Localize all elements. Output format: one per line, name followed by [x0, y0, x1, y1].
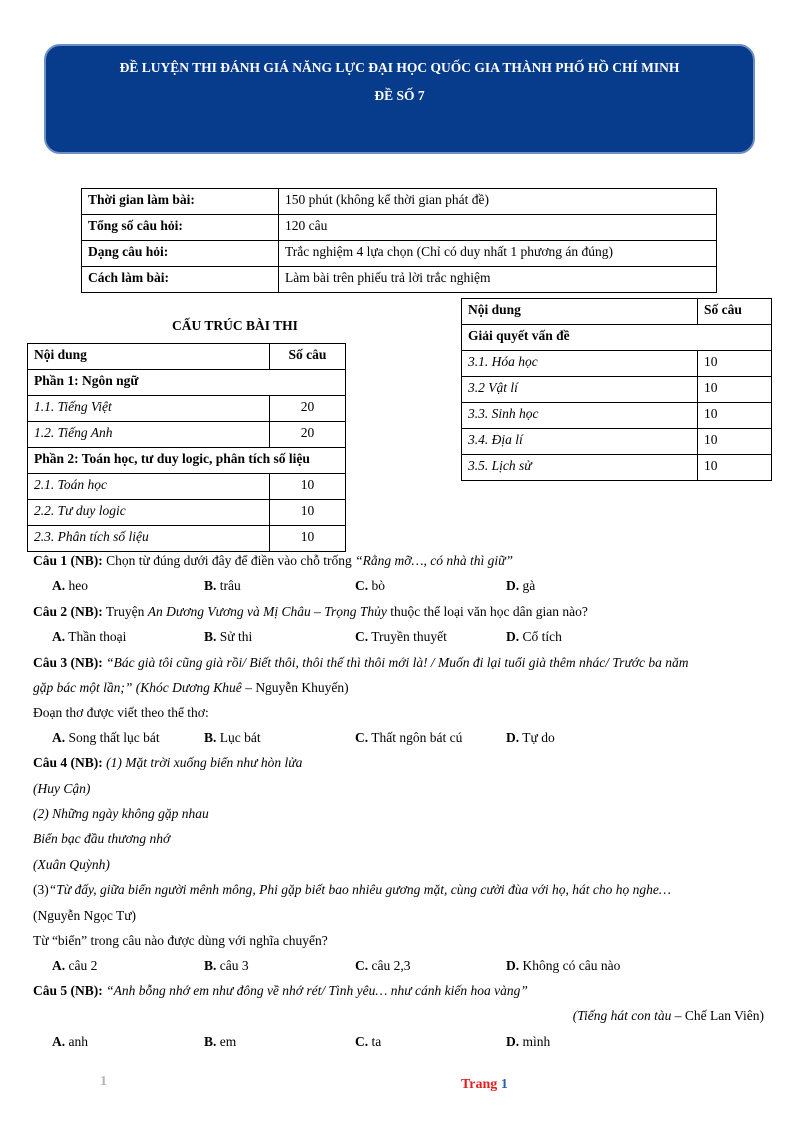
info-label: Dạng câu hỏi:	[82, 241, 279, 267]
question-3-prompt: Đoạn thơ được viết theo thể thơ:	[33, 705, 209, 720]
poem-line: “Bác già tôi cũng già rồi/ Biết thôi, thôi thế thì thôi mới là! / Muốn đi lại tuổi già thêm nhác/ Trước ba năm	[102, 655, 689, 670]
count-cell: 10	[270, 474, 346, 500]
count-cell: 10	[698, 429, 772, 455]
poem-author: (Huy Cận)	[33, 781, 91, 796]
topic-cell: 2.1. Toán học	[28, 474, 270, 500]
count-cell: 10	[698, 455, 772, 481]
option-c[interactable]: C. câu 2,3	[355, 958, 411, 973]
topic-cell: 3.4. Địa lí	[462, 429, 698, 455]
question-label: Câu 5 (NB):	[33, 983, 103, 998]
table-row	[28, 526, 346, 552]
option-d[interactable]: D. Cổ tích	[506, 629, 562, 644]
table-row	[82, 215, 717, 241]
poem-source: (Tiếng hát con tàu – Chế Lan Viên)	[572, 1008, 764, 1023]
option-b[interactable]: B. câu 3	[204, 958, 249, 973]
info-label: Cách làm bài:	[82, 267, 279, 293]
info-label: Tổng số câu hỏi:	[82, 215, 279, 241]
topic-cell: 3.2 Vật lí	[462, 377, 698, 403]
count-cell: 20	[270, 396, 346, 422]
table-header-row	[462, 299, 772, 325]
question-label: Câu 3 (NB):	[33, 655, 103, 670]
question-2: Câu 2 (NB): Truyện An Dương Vương và Mị Châu – Trọng Thủy thuộc thể loại văn học dân gian nào?	[33, 604, 588, 619]
question-3-line2	[33, 680, 349, 696]
section-row	[28, 448, 346, 474]
structure-title: CẤU TRÚC BÀI THI	[172, 318, 298, 333]
table-header-row	[28, 344, 346, 370]
topic-cell: 3.5. Lịch sử	[462, 455, 698, 481]
count-cell: 10	[270, 500, 346, 526]
question-5	[33, 983, 528, 999]
option-b[interactable]: B. Sử thi	[204, 629, 253, 644]
table-row	[462, 377, 772, 403]
info-value: Trắc nghiệm 4 lựa chọn (Chỉ có duy nhất 1 phương án đúng)	[279, 241, 717, 267]
exam-info-table	[81, 188, 717, 293]
topic-cell: 1.1. Tiếng Việt	[28, 396, 270, 422]
poem-line: “Anh bỗng nhớ em như đông về nhớ rét/ Tình yêu… như cánh kiến hoa vàng”	[102, 983, 528, 998]
table-row	[28, 474, 346, 500]
option-a[interactable]: A. câu 2	[52, 958, 98, 973]
structure-table-left	[27, 343, 346, 552]
poem-line: gặp bác một lần;” (Khóc Dương Khuê	[33, 680, 242, 695]
table-row	[28, 500, 346, 526]
section-label: Phần 2: Toán học, tư duy logic, phân tích số liệu	[28, 448, 346, 474]
table-row	[462, 455, 772, 481]
poem-author: – Nguyễn Khuyến)	[241, 680, 349, 695]
column-header: Số câu	[698, 299, 772, 325]
exam-number: ĐỀ SỐ 7	[374, 88, 425, 103]
count-cell: 10	[698, 377, 772, 403]
table-row	[462, 403, 772, 429]
option-d[interactable]: D. mình	[506, 1034, 551, 1049]
question-label: Câu 2 (NB):	[33, 604, 103, 619]
section-label: Phần 1: Ngôn ngữ	[28, 370, 346, 396]
work-title: An Dương Vương và Mị Châu – Trọng Thủy	[147, 604, 387, 619]
question-1	[33, 553, 513, 569]
option-c[interactable]: C. ta	[355, 1034, 382, 1049]
topic-cell: 3.1. Hóa học	[462, 351, 698, 377]
question-4-prompt: Từ “biển” trong câu nào được dùng với nghĩa chuyển?	[33, 933, 328, 948]
table-row	[462, 351, 772, 377]
option-b[interactable]: B. trâu	[204, 578, 241, 593]
option-d[interactable]: D. gà	[506, 578, 536, 593]
question-text: Chọn từ đúng dưới đây để điền vào chỗ trống	[102, 553, 356, 568]
header-banner	[44, 44, 755, 154]
option-a[interactable]: A. heo	[52, 578, 88, 593]
option-a[interactable]: A. Thần thoại	[52, 629, 127, 644]
prose-excerpt: (3)“Từ đấy, giữa biển người mênh mông, Phi gặp biết bao nhiêu gương mặt, cùng cười đùa với họ, hát cho họ nghe…	[33, 882, 671, 897]
table-row	[82, 241, 717, 267]
section-label: Giải quyết vấn đề	[462, 325, 772, 351]
column-header: Nội dung	[28, 344, 270, 370]
option-d[interactable]: D. Tự do	[506, 730, 555, 745]
option-b[interactable]: B. em	[204, 1034, 237, 1049]
poem-line: (1) Mặt trời xuống biển như hòn lửa	[102, 755, 303, 770]
topic-cell: 1.2. Tiếng Anh	[28, 422, 270, 448]
question-label: Câu 1 (NB):	[33, 553, 103, 568]
info-label: Thời gian làm bài:	[82, 189, 279, 215]
topic-cell: 2.2. Tư duy logic	[28, 500, 270, 526]
topic-cell: 3.3. Sinh học	[462, 403, 698, 429]
count-cell: 10	[270, 526, 346, 552]
info-value: 120 câu	[279, 215, 717, 241]
option-d[interactable]: D. Không có câu nào	[506, 958, 621, 973]
page-number: Trang 1	[461, 1077, 508, 1092]
option-a[interactable]: A. Song thất lục bát	[52, 730, 160, 745]
count-cell: 10	[698, 403, 772, 429]
table-row	[82, 189, 717, 215]
page-marker: 1	[100, 1074, 107, 1089]
option-c[interactable]: C. Truyền thuyết	[355, 629, 447, 644]
poem-line: (2) Những ngày không gặp nhau	[33, 806, 209, 821]
option-b[interactable]: B. Lục bát	[204, 730, 261, 745]
exam-title: ĐỀ LUYỆN THI ĐÁNH GIÁ NĂNG LỰC ĐẠI HỌC QUỐC GIA THÀNH PHỐ HỒ CHÍ MINH	[119, 60, 680, 75]
table-row	[82, 267, 717, 293]
option-a[interactable]: A. anh	[52, 1034, 88, 1049]
info-value: Làm bài trên phiếu trả lời trắc nghiệm	[279, 267, 717, 293]
column-header: Nội dung	[462, 299, 698, 325]
poem-author: (Xuân Quỳnh)	[33, 857, 110, 872]
question-3	[33, 655, 689, 671]
prose-author: (Nguyễn Ngọc Tư)	[33, 908, 137, 923]
section-row	[462, 325, 772, 351]
option-c[interactable]: C. bò	[355, 578, 385, 593]
table-row	[462, 429, 772, 455]
count-cell: 20	[270, 422, 346, 448]
option-c[interactable]: C. Thất ngôn bát cú	[355, 730, 463, 745]
table-row	[28, 422, 346, 448]
question-quote: “Rằng mỡ…, có nhà thì giữ”	[355, 553, 513, 568]
column-header: Số câu	[270, 344, 346, 370]
structure-table-right	[461, 298, 772, 481]
info-value: 150 phút (không kể thời gian phát đề)	[279, 189, 717, 215]
count-cell: 10	[698, 351, 772, 377]
table-row	[28, 396, 346, 422]
poem-line: Biển bạc đầu thương nhớ	[33, 831, 171, 846]
topic-cell: 2.3. Phân tích số liệu	[28, 526, 270, 552]
section-row	[28, 370, 346, 396]
question-4	[33, 755, 302, 771]
question-label: Câu 4 (NB):	[33, 755, 103, 770]
